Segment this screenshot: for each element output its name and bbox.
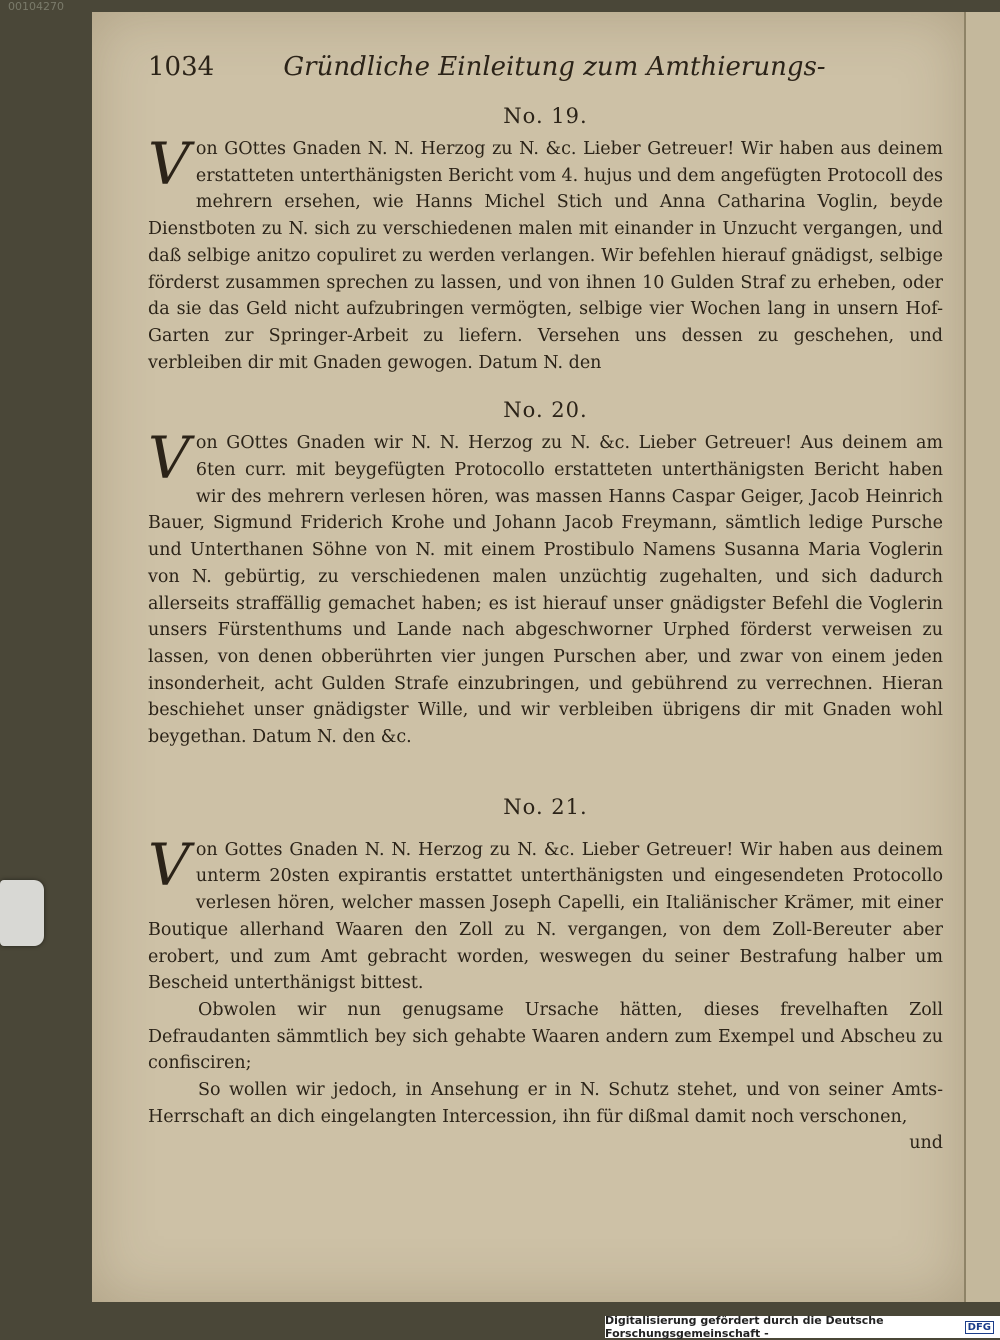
page-header [148,52,943,100]
drop-cap: V [148,830,190,899]
decree-paragraph [148,830,943,997]
digitization-footer [605,1316,1000,1338]
section-no-20 [148,398,943,750]
page-content [148,52,943,1153]
section-no-19 [148,104,943,376]
drop-cap: V [148,424,190,493]
scan-id: 00104270 [8,0,64,13]
paragraph-text: on GOttes Gnaden wir N. N. Herzog zu N. &c. Lieber Getreuer! Aus deinem am 6ten curr. mit beygefügten Protocollo erstatteten unterthänigsten Bericht haben wir des mehrern verlesen hören, was massen Hanns Caspar Geiger, Jacob Heinrich Bauer, Sigmund Friderich Krohe und Johann Jacob Freymann, sämtlich ledige Pursche und Unterthanen Söhne von N. mit einem Prostibulo Namens Susanna Maria Voglerin von N. gebürtig, zu verschiedenen malen unzüchtig zugehalten, und sich dadurch allerseits straffällig gemachet haben; es ist hierauf unser gnädigster Befehl die Voglerin unsers Fürstenthums und Lande nach abgeschworner Urphed förderst verweisen zu lassen, von denen obberührten vier jungen Purschen aber, und zwar von einem jeden insonderheit, acht Gulden Strafe einzubringen, und gebührend zu verrechnen. Hieran beschiehet unser gnädigster Wille, und wir verbleiben übrigens dir mit Gnaden wohl beygethan. Datum N. den &c. [148,433,943,748]
page-clip [0,880,44,946]
running-head: Gründliche Einleitung zum Amthierungs- [283,52,826,82]
section-no-21 [148,795,943,1153]
sub-paragraph: Obwolen wir nun genugsame Ursache hätten, dieses frevelhaften Zoll Defraudanten sämmtlich bey sich gehabte Waaren andern zum Exempel und Abscheu zu confisciren; [148,999,943,1074]
facing-page-edge [964,12,1000,1302]
decree-paragraph [148,424,943,750]
section-title: No. 21. [503,794,588,819]
paragraph-text: on GOttes Gnaden N. N. Herzog zu N. &c. Lieber Getreuer! Wir haben aus deinem erstatteten unterthänigsten Bericht vom 4. hujus und dem angefügten Protocoll des mehrern ersehen, wie Hanns Michel Stich und Anna Catharina Voglin, beyde Dienstboten zu N. sich zu verschiedenen malen mit einander in Unzucht vergangen, und daß selbige anitzo copuliret zu werden verlangen. Wir befehlen hierauf gnädigst, selbige förderst zusammen sprechen zu lassen, und von ihnen 10 Gulden Straf zu erheben, oder da sie das Geld nicht aufzubringen vermögten, selbige vier Wochen lang in unsern Hof-Garten zur Springer-Arbeit zu liefern. Versehen uns dessen zu geschehen, und verbleiben dir mit Gnaden gewogen. Datum N. den [148,139,943,373]
footer-text: Digitalisierung gefördert durch die Deutsche Forschungsgemeinschaft - [605,1314,884,1340]
sub-paragraph: So wollen wir jedoch, in Ansehung er in N. Schutz stehet, und von seiner Amts-Herrschaft an dich eingelangten Intercession, ihn für dißmal damit noch verschonen, [148,1080,943,1127]
drop-cap: V [148,130,190,198]
paragraph-text: on Gottes Gnaden N. N. Herzog zu N. &c. Lieber Getreuer! Wir haben aus deinem unterm 20sten expirantis erstattet unterthänigsten und eingesendeten Protocollo verlesen hören, welcher massen Joseph Capelli, ein Italiänischer Krämer, mit einer Boutique allerhand Waaren den Zoll zu N. vergangen, von dem Zoll-Bereuter aber erobert, und zum Amt gebracht worden, weswegen du seiner Bestrafung halber um Bescheid unterthänigst bittest. [148,839,943,994]
page-number: 1034 [148,52,215,82]
section-title: No. 20. [503,398,588,423]
decree-paragraph [148,130,943,376]
section-title: No. 19. [503,104,588,128]
catchword: und [909,1132,943,1153]
dfg-logo: DFG [965,1321,994,1334]
